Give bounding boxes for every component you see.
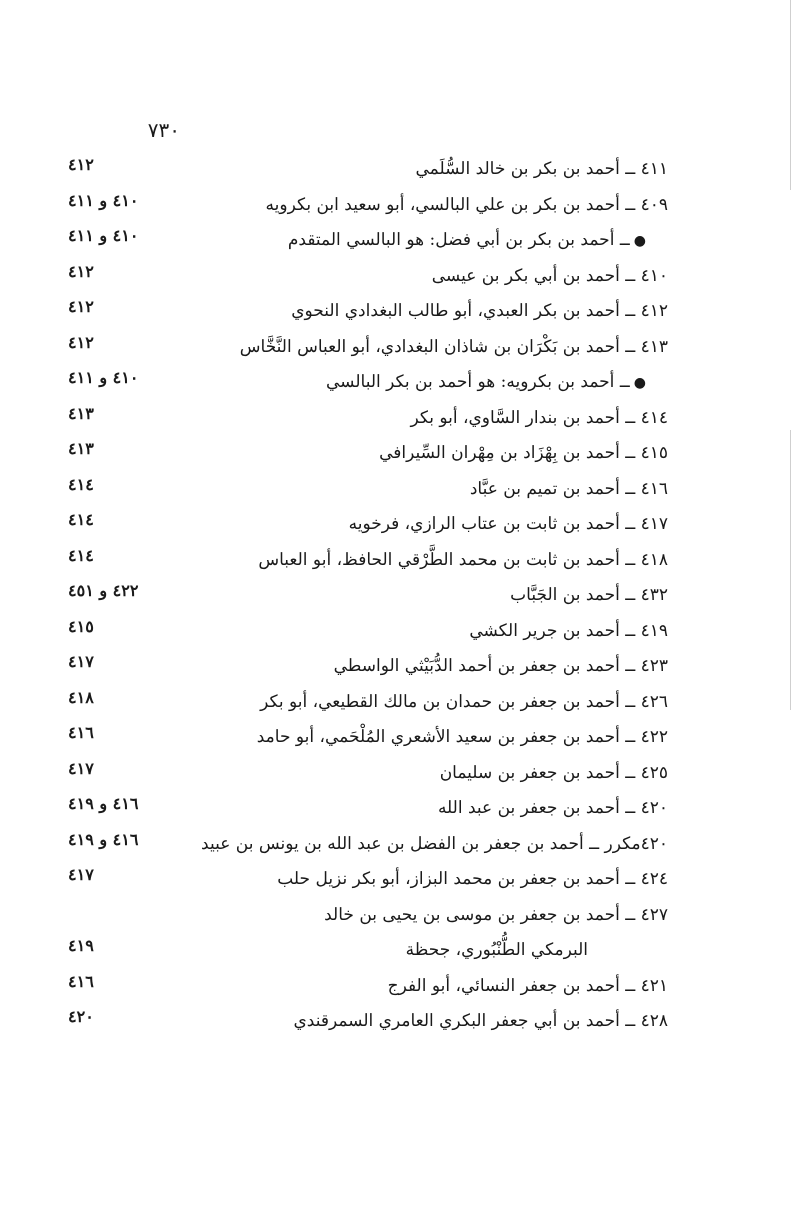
entry-text [201, 829, 668, 859]
entry-label: ٤٢٠مكرر ــ أحمد بن جعفر بن الفضل بن عبد الله بن يونس بن عبيد [201, 833, 668, 854]
entry-label: ٤٢٣ ــ أحمد بن جعفر بن أحمد الدُّبَيْثي الواسطي [333, 656, 668, 676]
index-entry [68, 188, 668, 224]
index-entry [68, 685, 668, 721]
entry-text [334, 651, 668, 681]
entry-label: البرمكي الطُّنْبُوري، جحظة [405, 940, 588, 960]
entry-label: ٤٢٧ ــ أحمد بن جعفر بن موسى بن يحيى بن خالد [324, 904, 668, 925]
entry-page-refs: ٤١٠ و ٤١١ [68, 226, 139, 245]
index-entry [68, 152, 668, 188]
entry-text [258, 545, 668, 575]
entry-page-refs: ٤١٠ و ٤١١ [68, 190, 139, 210]
index-entry [68, 969, 668, 1005]
entry-label: ٤١٨ ــ أحمد بن ثابت بن محمد الطَّرْقي الحافظ، أبو العباس [258, 549, 668, 570]
entry-page-refs: ٤١٣ [68, 439, 94, 458]
index-entry [68, 862, 668, 898]
entry-page-refs: ٤١٩ [68, 936, 94, 955]
bullet-icon: ● [633, 375, 646, 391]
entry-page-refs: ٤١٧ [68, 758, 94, 778]
entry-label: ٤٢٦ ــ أحمد بن جعفر بن حمدان بن مالك القطيعي، أبو بكر [260, 691, 668, 712]
index-entry [68, 543, 668, 579]
index-entry [68, 1004, 668, 1040]
entry-text [257, 722, 668, 752]
entry-text [415, 154, 668, 184]
index-entry [68, 294, 668, 330]
entry-label: ــ أحمد بن بكر بن أبي فضل: هو البالسي المتقدم [287, 230, 630, 250]
index-entry [68, 401, 668, 437]
entry-label: ٤١٦ ــ أحمد بن تميم بن عبَّاد [469, 478, 668, 499]
entry-page-refs: ٤٢٠ [68, 1007, 94, 1026]
entry-label: ٤٢٥ ــ أحمد بن جعفر بن سليمان [439, 762, 668, 783]
entry-text [432, 261, 668, 291]
bullet-icon: ● [633, 233, 646, 249]
entry-text [266, 190, 668, 220]
entry-label: ٤١٥ ــ أحمد بن بِهْزَاد بن مِهْران السِّيرافي [379, 443, 668, 463]
entry-label: ٤١٤ ــ أحمد بن بندار السَّاوي، أبو بكر [410, 407, 668, 428]
entry-text [240, 332, 668, 362]
entry-text [438, 793, 668, 823]
index-entry [68, 898, 668, 934]
entry-text [349, 509, 668, 539]
entry-page-refs: ٤١٢ [68, 155, 94, 174]
entry-text [288, 225, 646, 256]
entry-text [277, 864, 668, 894]
index-entry [68, 472, 668, 508]
entry-page-refs: ٤١٦ و ٤١٩ [68, 829, 139, 849]
entry-label: ٤١٠ ــ أحمد بن أبي بكر بن عيسى [431, 265, 668, 286]
page-number: ٧٣٠ [147, 118, 180, 142]
entry-page-refs: ٤١٧ [68, 865, 94, 884]
entry-label: ٤٣٢ ــ أحمد بن الجَبَّاب [510, 585, 668, 605]
index-entry [68, 259, 668, 295]
index-entry [68, 720, 668, 756]
entry-page-refs: ٤١٧ [68, 652, 94, 671]
entry-label: ٤٢٤ ــ أحمد بن جعفر بن محمد البزاز، أبو بكر نزيل حلب [277, 869, 668, 889]
index-entry [68, 223, 668, 259]
entry-label: ٤١٣ ــ أحمد بن بَكْرَان بن شاذان البغدادي، أبو العباس النَّخَّاس [239, 336, 668, 357]
entry-page-refs: ٤١٣ [68, 403, 94, 423]
index-entry [68, 791, 668, 827]
entry-text [410, 403, 668, 433]
page-edge-mark [790, 430, 791, 710]
entry-page-refs: ٤١٦ و ٤١٩ [68, 794, 139, 813]
index-entry [68, 330, 668, 366]
index-entry [68, 578, 668, 614]
entry-label: ٤١١ ــ أحمد بن بكر بن خالد السُّلَمي [415, 159, 668, 179]
index-entry [68, 614, 668, 650]
entry-page-refs: ٤١٤ [68, 545, 94, 565]
entry-label: ــ أحمد بن بكرويه: هو أحمد بن بكر البالسي [326, 372, 630, 392]
entry-label: ٤١٧ ــ أحمد بن ثابت بن عتاب الرازي، فرخويه [348, 514, 668, 534]
entry-label: ٤١٩ ــ أحمد بن جرير الكشي [469, 620, 668, 641]
entry-text [469, 616, 668, 646]
entry-page-refs: ٤١٢ [68, 297, 94, 316]
entry-page-refs: ٤٢٢ و ٤٥١ [68, 581, 139, 600]
entry-text [388, 971, 668, 1001]
entry-page-refs: ٤١٤ [68, 510, 94, 529]
index-entry [68, 649, 668, 685]
entry-text [406, 935, 588, 965]
entry-text [260, 687, 668, 717]
entry-text [291, 296, 668, 326]
entry-page-refs: ٤١٢ [68, 261, 94, 281]
entry-page-refs: ٤١٠ و ٤١١ [68, 368, 139, 387]
entry-label: ٤١٢ ــ أحمد بن بكر العبدي، أبو طالب البغدادي النحوي [291, 301, 668, 321]
entry-page-refs: ٤١٦ [68, 723, 94, 742]
index-list [68, 152, 668, 1040]
entry-page-refs: ٤١٢ [68, 332, 94, 352]
entry-text [470, 474, 668, 504]
entry-text [324, 900, 668, 930]
entry-page-refs: ٤١٨ [68, 687, 94, 707]
entry-page-refs: ٤١٤ [68, 474, 94, 494]
index-entry [68, 436, 668, 472]
entry-label: ٤٢٠ ــ أحمد بن جعفر بن عبد الله [437, 798, 668, 818]
page-edge-mark [790, 0, 791, 190]
entry-text [326, 367, 646, 398]
entry-label: ٤٢٨ ــ أحمد بن أبي جعفر البكري العامري السمرقندي [293, 1011, 668, 1031]
entry-page-refs: ٤١٥ [68, 616, 94, 636]
index-entry [68, 507, 668, 543]
entry-label: ٤٢٢ ــ أحمد بن جعفر بن سعيد الأشعري المُلْحَمي، أبو حامد [256, 727, 668, 747]
entry-text [440, 758, 668, 788]
entry-page-refs: ٤١٦ [68, 971, 94, 991]
index-entry [68, 365, 668, 401]
entry-label: ٤٢١ ــ أحمد بن جعفر النسائي، أبو الفرج [387, 975, 668, 996]
index-entry [68, 827, 668, 863]
entry-text [293, 1006, 668, 1036]
entry-label: ٤٠٩ ــ أحمد بن بكر بن علي البالسي، أبو سعيد ابن بكرويه [265, 194, 668, 215]
entry-text [510, 580, 668, 610]
entry-text [379, 438, 668, 468]
index-entry [68, 933, 668, 969]
index-entry [68, 756, 668, 792]
